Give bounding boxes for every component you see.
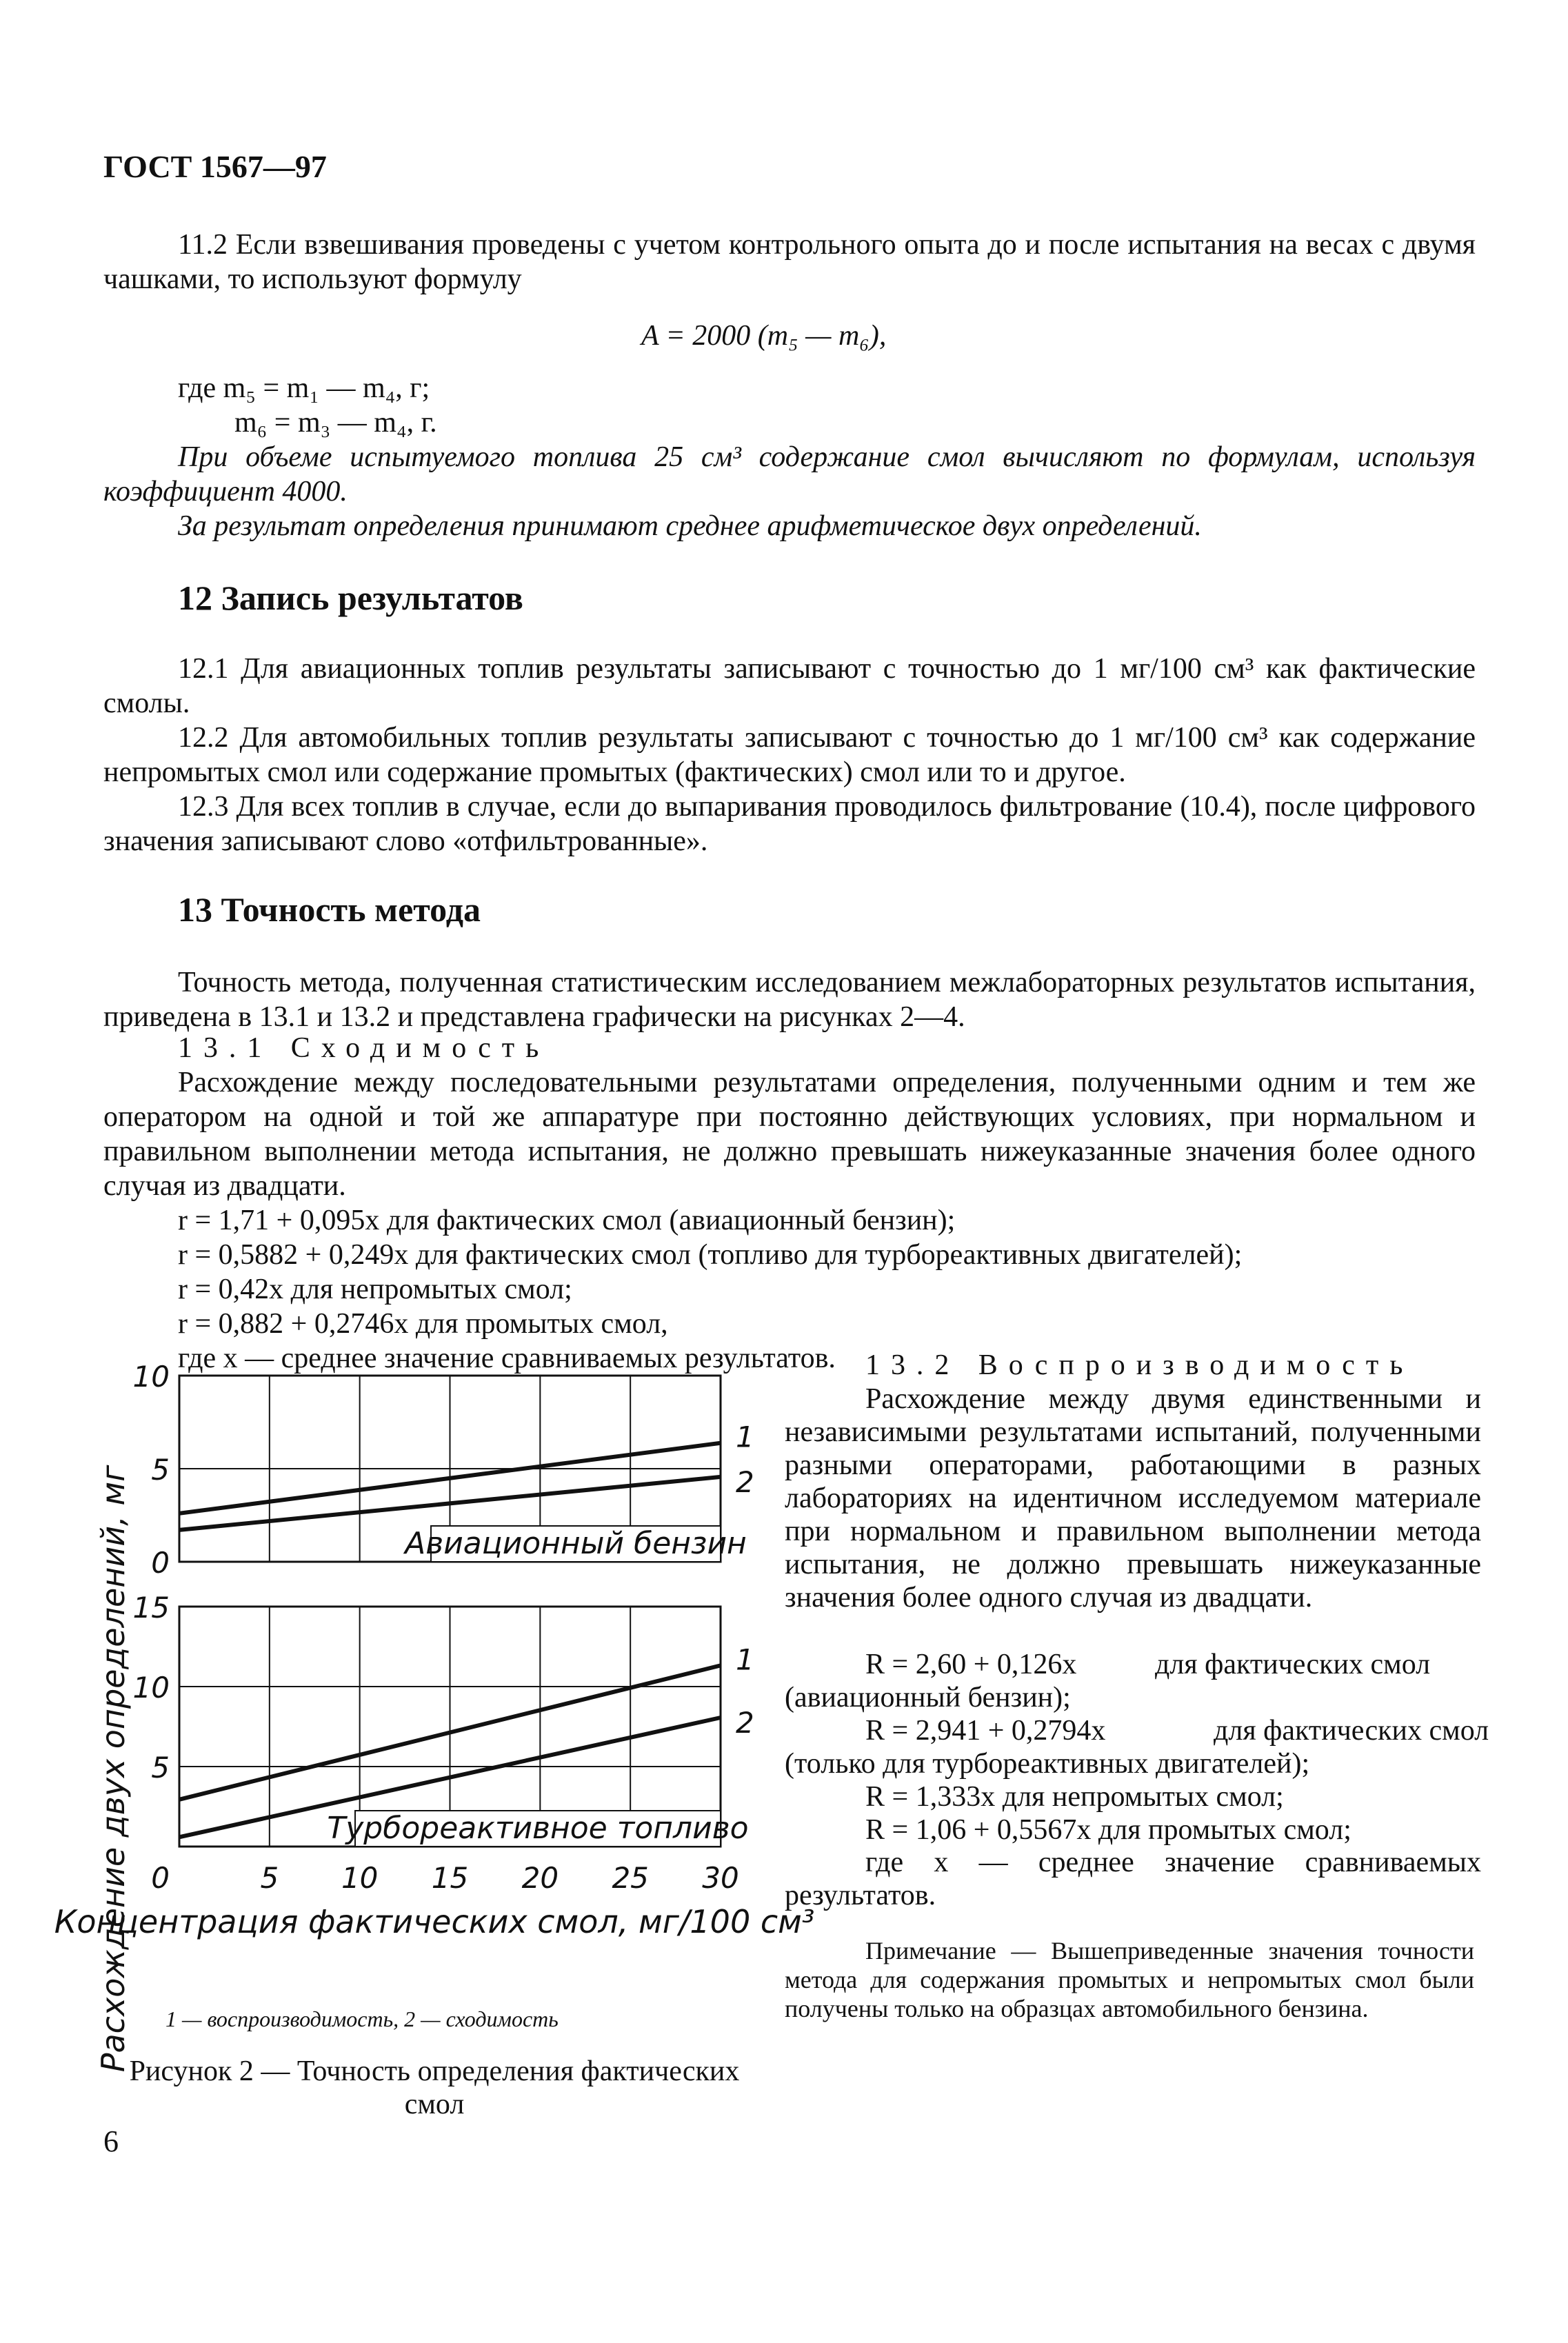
formula-R2-a: R = 2,941 + 0,2794x (865, 1715, 1106, 1747)
paragraph-13-2: Расхождение между двумя единственными и независимыми результатами испытаний, полученными разными операторами, работающими в разных лабораториях на идентичном исследуемом материале при нормальном и правильном выполнении метода испытания, не должно превышать нижеуказанные значения более одного случая из двадцати. (785, 1383, 1481, 1613)
x-tick-label: 15 (431, 1861, 469, 1895)
figure-legend: 1 — воспроизводимость, 2 — сходимость (165, 2007, 559, 2031)
subsection-13-1-title: 13.1 Сходимость (178, 1032, 550, 1064)
formula-R-where: где x — среднее значение сравниваемых результатов. (785, 1847, 1481, 1911)
formula-where-m5: где m₅ = m₁ — m₄, г; (178, 372, 430, 404)
figure-2-chart (54, 1355, 815, 2073)
page-number: 6 (103, 2124, 119, 2158)
formula-r-where: где x — среднее значение сравниваемых результатов. (178, 1343, 836, 1374)
panel-label: Турбореактивное топливо (327, 1811, 749, 1846)
y-tick-label: 5 (151, 1751, 170, 1784)
note-text: Примечание — Вышеприведенные значения точности метода для содержания промытых и непромытых смол были получены только на образцах автомобильного бензина. (785, 1937, 1474, 2022)
formula-R4: R = 1,06 + 0,5567x для промытых смол; (865, 1814, 1351, 1846)
formula-R2-c: (только для турбореактивных двигателей); (785, 1748, 1310, 1780)
italic-note-result: За результат определения принимают среднее арифметическое двух определений. (178, 510, 1202, 542)
italic-note-volume: При объеме испытуемого топлива 25 см³ содержание смол вычисляют по формулам, используя коэффициент 4000. (103, 441, 1476, 507)
x-tick-label: 20 (521, 1861, 559, 1895)
formula-R2-b: для фактических смол (1214, 1715, 1489, 1747)
x-tick-label: 10 (341, 1861, 379, 1895)
formula-r3: r = 0,42x для непромытых смол; (178, 1274, 572, 1305)
formula-R3: R = 1,333x для непромытых смол; (865, 1781, 1284, 1813)
series-label-1: 1 (736, 1420, 754, 1454)
formula-R1-b: для фактических смол (1155, 1649, 1431, 1680)
formula-R1-c: (авиационный бензин); (785, 1682, 1071, 1713)
section-13-heading: 13 Точность метода (178, 890, 481, 929)
paragraph-12-2: 12.2 Для автомобильных топлив результаты записывают с точностью до 1 мг/100 см³ как содержание непромытых смол или содержание промытых (фактических) смол или то и другое. (103, 722, 1476, 788)
y-tick-label: 15 (132, 1591, 170, 1625)
y-tick-label: 10 (132, 1360, 170, 1394)
x-tick-label: 30 (702, 1861, 739, 1895)
y-tick-label: 0 (151, 1546, 170, 1580)
subsection-13-2-title: 13.2 Воспроизводимость (865, 1349, 1414, 1381)
paragraph-12-1: 12.1 Для авиационных топлив результаты записывают с точностью до 1 мг/100 см³ как фактические смолы. (103, 653, 1476, 719)
y-tick-label: 5 (151, 1453, 170, 1487)
x-tick-label: 5 (260, 1861, 279, 1895)
paragraph-11-2: 11.2 Если взвешивания проведены с учетом контрольного опыта до и после испытания на весах с двумя чашками, то используют формулу (103, 229, 1476, 295)
y-tick-label: 10 (132, 1671, 170, 1705)
x-axis-label: Концентрация фактических смол, мг/100 см³ (54, 1903, 815, 1940)
formula-r2: r = 0,5882 + 0,249x для фактических смол (топливо для турбореактивных двигателей); (178, 1239, 1243, 1271)
series-label-2: 2 (736, 1706, 754, 1740)
series-label-1: 1 (736, 1642, 754, 1677)
x-tick-label: 0 (151, 1861, 170, 1895)
section-12-heading: 12 Запись результатов (178, 579, 523, 617)
paragraph-12-3: 12.3 Для всех топлив в случае, если до выпаривания проводилось фильтрование (10.4), после цифрового значения записывают слово «отфильтрованные». (103, 791, 1476, 857)
formula-r4: r = 0,882 + 0,2746x для промытых смол, (178, 1308, 668, 1340)
paragraph-13-1: Расхождение между последовательными результатами определения, полученными одним и тем же оператором на одной и той же аппаратуре при постоянно действующих условиях, при нормальном и правильном выполнении метода испытания, не должно превышать нижеуказанные значения более одного случая из двадцати. (103, 1067, 1476, 1202)
formula-r1: r = 1,71 + 0,095x для фактических смол (авиационный бензин); (178, 1205, 956, 1236)
panel-label: Авиационный бензин (405, 1526, 747, 1561)
formula-a: A = 2000 (m₅ — m₆), (641, 320, 887, 352)
series-label-2: 2 (736, 1465, 754, 1499)
formula-R1-a: R = 2,60 + 0,126x (865, 1649, 1077, 1680)
chart-panel-turbojet (133, 1591, 754, 1895)
paragraph-13-intro: Точность метода, полученная статистическим исследованием межлабораторных результатов испытания, приведена в 13.1 и 13.2 и представлена графически на рисунках 2—4. (103, 967, 1476, 1033)
chart-panel-aviation (133, 1360, 754, 1580)
y-axis-label: Расхождение двух определений, мг (94, 1465, 132, 2073)
formula-where-m6: m₆ = m₃ — m₄, г. (234, 407, 437, 439)
figure-caption: Рисунок 2 — Точность определения фактических смол (129, 2055, 740, 2120)
document-header: ГОСТ 1567—97 (103, 149, 327, 184)
x-tick-label: 25 (612, 1861, 649, 1895)
